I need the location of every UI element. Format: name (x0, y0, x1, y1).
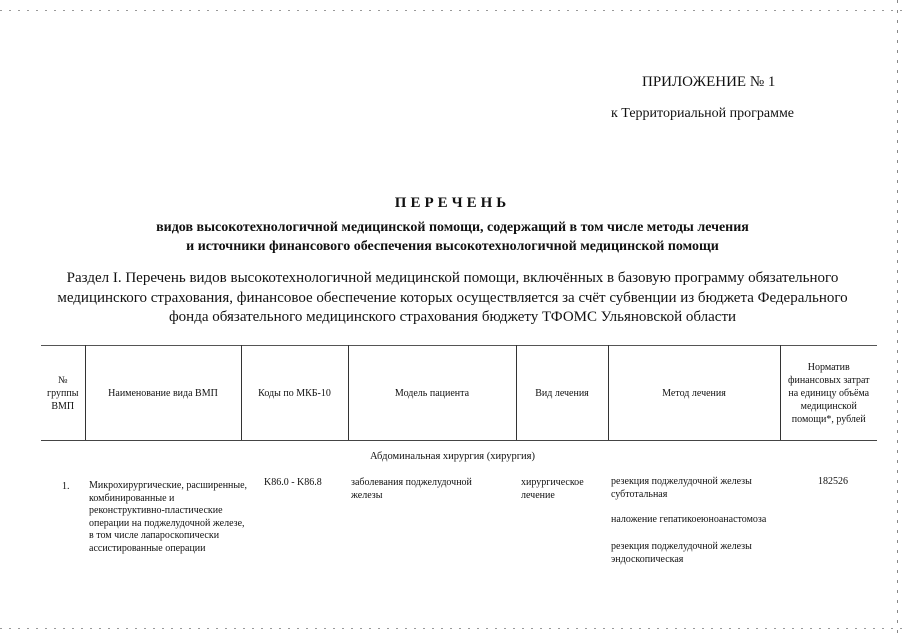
row-method: резекция поджелудочной железы субтотальная (611, 476, 752, 500)
header-norm: Норматив финансовых затрат на единицу объёма медицинской помощи*, рублей (780, 346, 877, 441)
row-method: резекция поджелудочной железы эндоскопическая (611, 541, 752, 565)
document-subtitle (0, 218, 905, 256)
header-model: Модель пациента (348, 346, 516, 441)
document-subtitle-line: и источники финансового обеспечения высокотехнологичной медицинской помощи (186, 239, 719, 254)
row-vmp-name: Микрохирургические, расширенные, комбинированные и реконструктивно-пластические операции на поджелудочной железе, в том числе лапароскопически ассистированные операции (89, 480, 248, 554)
header-method: Метод лечения (608, 346, 780, 441)
vmp-table-header (41, 345, 877, 441)
row-method: наложение гепатикоеюноанастомоза (611, 514, 767, 525)
section-heading (30, 269, 875, 328)
row-icd-codes: K86.0 - K86.8 (264, 477, 322, 488)
section-heading-line: медицинского страхования, финансовое обеспечение которых осуществляется за счёт субвенции из бюджета Федерального (57, 289, 848, 306)
scan-artifact-top (0, 10, 905, 11)
document-subtitle-line: видов высокотехнологичной медицинской помощи, содержащий в том числе методы лечения (156, 220, 749, 235)
appendix-title: ПРИЛОЖЕНИЕ № 1 (642, 74, 776, 90)
appendix-subtitle: к Территориальной программе (611, 106, 795, 121)
header-group: № группы ВМП (41, 346, 85, 441)
row-norm-cost: 182526 (818, 476, 848, 487)
header-name: Наименование вида ВМП (85, 346, 241, 441)
header-codes: Коды по МКБ-10 (241, 346, 348, 441)
scan-artifact-right (897, 0, 898, 640)
row-patient-model: заболевания поджелудочной железы (351, 477, 472, 501)
section-heading-line: Раздел I. Перечень видов высокотехнологичной медицинской помощи, включённых в базовую программу обязательного (66, 270, 839, 286)
table-header-row (41, 346, 877, 441)
row-treatment-type: хирургическое лечение (521, 477, 584, 501)
header-type: Вид лечения (516, 346, 608, 441)
scan-artifact-bottom (0, 628, 905, 629)
row-number: 1. (62, 481, 70, 492)
section-heading-line: фонда обязательного медицинского страхования бюджету ТФОМС Ульяновской области (168, 309, 737, 325)
document-title: ПЕРЕЧЕНЬ (394, 195, 511, 211)
category-label: Абдоминальная хирургия (хирургия) (369, 451, 535, 462)
